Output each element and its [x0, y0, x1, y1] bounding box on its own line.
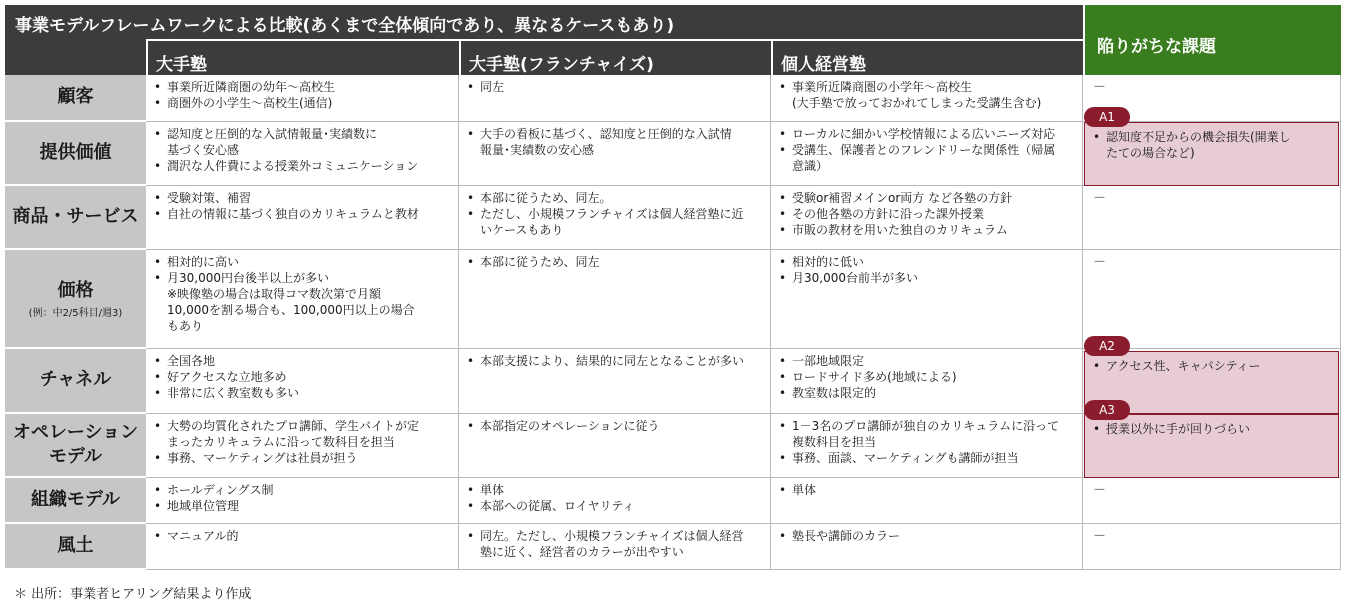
bullet-item: • 本部への従属、ロイヤリティ	[467, 498, 764, 514]
bullet-item: • 相対的に高い	[154, 254, 452, 270]
bullet-list	[154, 418, 452, 466]
bullet-item: • ホールディングス制	[154, 482, 452, 498]
bullet-list	[467, 353, 764, 369]
issue-cell-customer: －	[1083, 75, 1341, 122]
bullet-item: • 全国各地	[154, 353, 452, 369]
bullet-item: • ローカルに細かい学校情報による広いニーズ対応	[779, 126, 1076, 142]
row-label: オペレーション モデル	[12, 421, 139, 467]
bullet-item: • 1－3名のプロ講師が独自のカリキュラムに沿って 複数科目を担当	[779, 418, 1076, 450]
bullet-list	[154, 528, 452, 544]
issues-header: 陥りがちな課題	[1085, 5, 1341, 75]
bullet-list	[1093, 129, 1332, 161]
column-header-franchise-cram-school: 大手塾(フランチャイズ)	[459, 39, 771, 75]
bullet-list	[779, 353, 1076, 401]
bullet-item: • 単体	[467, 482, 764, 498]
column-header-private-cram-school: 個人経営塾	[771, 39, 1083, 75]
bullet-item: • 本部に従うため、同左	[467, 254, 764, 270]
bullet-item: • 月30,000台前半が多い	[779, 270, 1076, 286]
row-label: 提供価値	[39, 141, 112, 163]
bullet-item: • 本部指定のオペレーションに従う	[467, 418, 764, 434]
cell-value-col2	[459, 122, 771, 186]
bullet-item: • 事業所近隣商圏の幼年～高校生	[154, 79, 452, 95]
row-label: 顧客	[57, 86, 94, 107]
corner-cell	[5, 39, 146, 75]
issue-box-a1	[1084, 122, 1339, 186]
bullet-item: • 認知度と圧倒的な入試情報量･実績数に 基づく安心感	[154, 126, 452, 158]
issue-cell-organization: －	[1083, 478, 1341, 524]
bullet-list	[1093, 421, 1332, 437]
bullet-item: • 本部支援により、結果的に同左となることが多い	[467, 353, 764, 369]
bullet-list	[467, 190, 764, 238]
bullet-list	[154, 190, 452, 222]
bullet-item: • 受験or補習メインor両方 など各塾の方針	[779, 190, 1076, 206]
cell-price-col3	[771, 250, 1083, 349]
cell-channel-col2	[459, 349, 771, 414]
table-title: 事業モデルフレームワークによる比較(あくまで全体傾向であり、異なるケースもあり)	[5, 5, 1083, 39]
cell-channel-col3	[771, 349, 1083, 414]
bullet-item: • 本部に従うため、同左。	[467, 190, 764, 206]
bullet-item: • 商圏外の小学生～高校生(通信)	[154, 95, 452, 111]
cell-culture-col1	[146, 524, 459, 570]
bullet-item: • 自社の情報に基づく独自のカリキュラムと教材	[154, 206, 452, 222]
bullet-item: • 地域単位管理	[154, 498, 452, 514]
row-note: (例：中2/5科目/週3)	[28, 307, 123, 319]
bullet-item: • 事務、面談、マーケティングも講師が担当	[779, 450, 1076, 466]
row-header-product	[5, 186, 146, 250]
bullet-item: • 月30,000円台後半以上が多い ※映像塾の場合は取得コマ数次第で月額 10,000を割る場合も、100,000円以上の場合 もあり	[154, 270, 452, 334]
cell-value-col1	[146, 122, 459, 186]
row-label: チャネル	[39, 369, 112, 390]
cell-customer-col1	[146, 75, 459, 122]
tag-a2: A2	[1084, 336, 1130, 356]
cell-organization-col3	[771, 478, 1083, 524]
bullet-list	[467, 79, 764, 95]
cell-customer-col3	[771, 75, 1083, 122]
bullet-list	[154, 79, 452, 111]
bullet-list	[1093, 358, 1332, 374]
row-header-channel	[5, 349, 146, 414]
bullet-item: • 潤沢な人件費による授業外コミュニケーション	[154, 158, 452, 174]
bullet-item: • ロードサイド多め(地域による)	[779, 369, 1076, 385]
row-header-culture	[5, 524, 146, 570]
cell-operation-col2	[459, 414, 771, 478]
bullet-list	[467, 482, 764, 514]
cell-operation-col1	[146, 414, 459, 478]
cell-product-col2	[459, 186, 771, 250]
cell-price-col1	[146, 250, 459, 349]
bullet-item: • その他各塾の方針に沿った課外授業	[779, 206, 1076, 222]
bullet-list	[467, 254, 764, 270]
bullet-item: • 相対的に低い	[779, 254, 1076, 270]
bullet-item: • 市販の教材を用いた独自のカリキュラム	[779, 222, 1076, 238]
cell-organization-col1	[146, 478, 459, 524]
issue-text: • 授業以外に手が回りづらい	[1093, 421, 1332, 437]
bullet-item: • 事業所近隣商圏の小学年～高校生 (大手塾で放っておかれてしまった受講生含む)	[779, 79, 1076, 111]
column-header-major-cram-school: 大手塾	[146, 39, 459, 75]
row-label: 風土	[57, 534, 94, 556]
cell-culture-col3	[771, 524, 1083, 570]
cell-customer-col2	[459, 75, 771, 122]
issue-text: • 認知度不足からの機会損失(開業し たての場合など)	[1093, 129, 1332, 161]
bullet-item: • マニュアル的	[154, 528, 452, 544]
row-header-value	[5, 122, 146, 186]
cell-channel-col1	[146, 349, 459, 414]
bullet-list	[154, 482, 452, 514]
issue-cell-price: －	[1083, 250, 1341, 349]
issue-box-a3	[1084, 414, 1339, 478]
cell-product-col1	[146, 186, 459, 250]
tag-a3: A3	[1084, 400, 1130, 420]
bullet-item: • 単体	[779, 482, 1076, 498]
bullet-item: • 事務、マーケティングは社員が担う	[154, 450, 452, 466]
issue-cell-product: －	[1083, 186, 1341, 250]
bullet-item: • 受験対策、補習	[154, 190, 452, 206]
bullet-list	[779, 418, 1076, 466]
bullet-item: • 大手の看板に基づく、認知度と圧倒的な入試情 報量･実績数の安心感	[467, 126, 764, 158]
bullet-list	[467, 418, 764, 434]
bullet-list	[779, 190, 1076, 238]
cell-product-col3	[771, 186, 1083, 250]
bullet-item: • 受講生、保護者とのフレンドリーな関係性（帰属 意識）	[779, 142, 1076, 174]
bullet-list	[467, 126, 764, 158]
row-header-operation	[5, 414, 146, 478]
cell-culture-col2	[459, 524, 771, 570]
row-label: 組織モデル	[30, 488, 121, 510]
cell-value-col3	[771, 122, 1083, 186]
bullet-list	[779, 482, 1076, 498]
bullet-item: • 同左	[467, 79, 764, 95]
bullet-list	[779, 126, 1076, 174]
row-header-organization	[5, 478, 146, 524]
row-header-customer	[5, 75, 146, 122]
tag-a1: A1	[1084, 107, 1130, 127]
row-label: 価格	[57, 279, 94, 301]
issue-cell-culture: －	[1083, 524, 1341, 570]
cell-operation-col3	[771, 414, 1083, 478]
bullet-item: • 非常に広く教室数も多い	[154, 385, 452, 401]
bullet-list	[467, 528, 764, 560]
bullet-list	[154, 254, 452, 334]
bullet-item: • 教室数は限定的	[779, 385, 1076, 401]
cell-price-col2	[459, 250, 771, 349]
cell-organization-col2	[459, 478, 771, 524]
bullet-item: • 一部地域限定	[779, 353, 1076, 369]
issue-text: • アクセス性、キャパシティー	[1093, 358, 1332, 374]
bullet-item: • 好アクセスな立地多め	[154, 369, 452, 385]
source-footnote: ＊ 出所：事業者ヒアリング結果より作成	[14, 587, 252, 602]
bullet-list	[779, 79, 1076, 111]
row-label: 商品・サービス	[12, 205, 139, 227]
row-header-price	[5, 250, 146, 349]
bullet-list	[779, 254, 1076, 286]
bullet-list	[154, 353, 452, 401]
bullet-item: • 塾長や講師のカラー	[779, 528, 1076, 544]
bullet-list	[779, 528, 1076, 544]
bullet-list	[154, 126, 452, 174]
bullet-item: • ただし、小規模フランチャイズは個人経営塾に近 いケースもあり	[467, 206, 764, 238]
bullet-item: • 大勢の均質化されたプロ講師、学生バイトが定 まったカリキュラムに沿って数科目を担当	[154, 418, 452, 450]
bullet-item: • 同左。ただし、小規模フランチャイズは個人経営 塾に近く、経営者のカラーが出やすい	[467, 528, 764, 560]
